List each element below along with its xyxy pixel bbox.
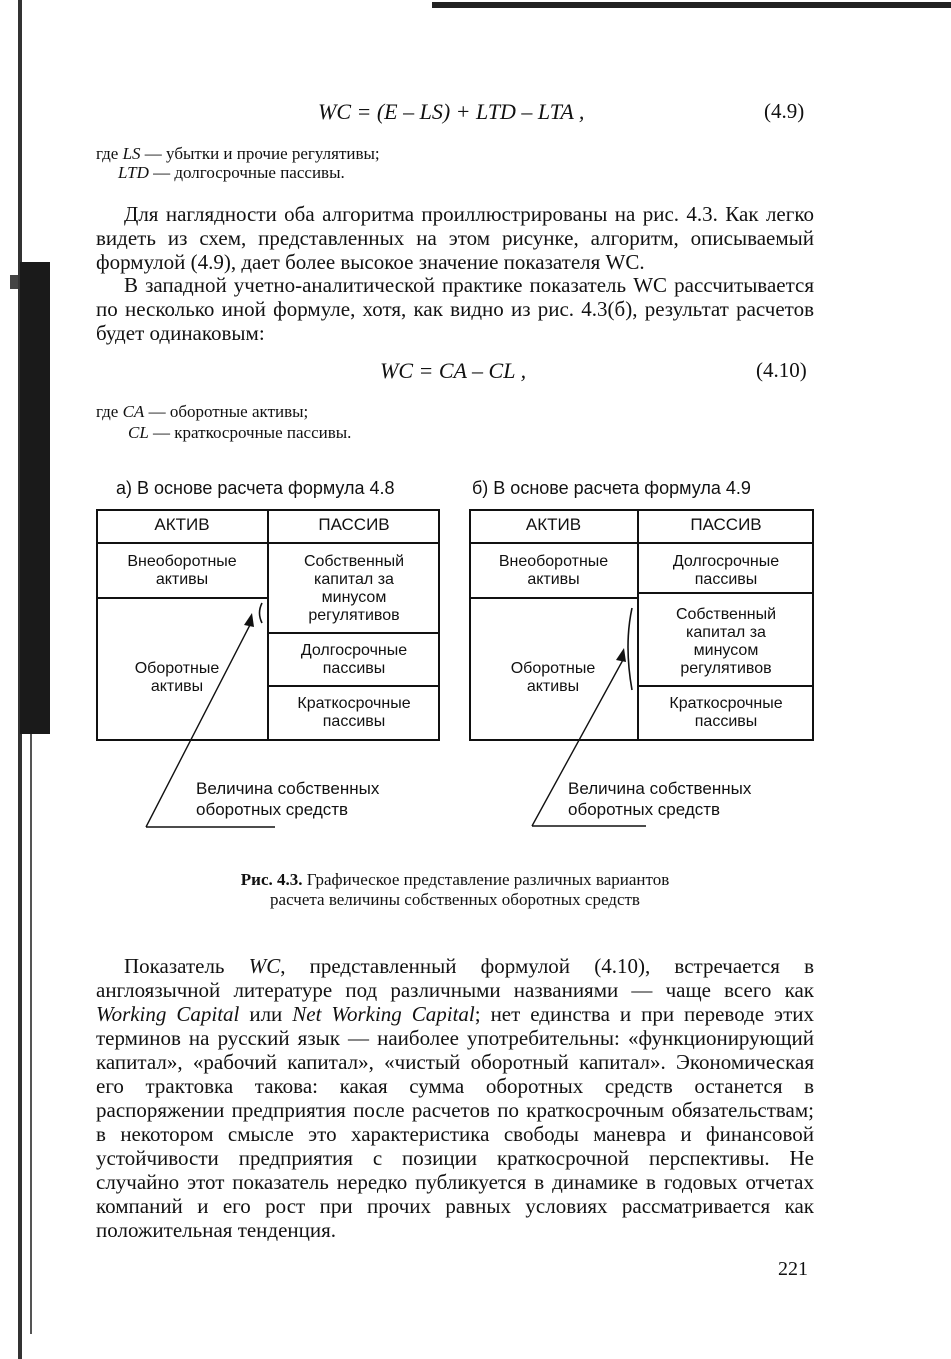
paragraph-1: Для наглядности оба алгоритма проиллюстрированы на рис. 4.3. Как легко видеть из схем, представленных на этом рисунке, алгоритм, описываемый формулой (4.9), дает более высокое значение показателя WC. bbox=[96, 202, 814, 274]
definition-ltd: LTD — долгосрочные пассивы. bbox=[118, 163, 345, 182]
diagram-a-aktiv-header: АКТИВ bbox=[154, 515, 210, 534]
diagram-a-long-term-liabilities: Долгосрочные пассивы bbox=[300, 642, 408, 677]
diagram-b-header-line bbox=[469, 542, 814, 544]
diagram-a-header-line bbox=[96, 542, 440, 544]
diagram-b-right-split-2 bbox=[637, 685, 814, 687]
diagram-a-short-term-liabilities: Краткосрочные пассивы bbox=[297, 695, 411, 730]
diagram-a-noncurrent-assets: Внеоборотные активы bbox=[127, 553, 237, 588]
paragraph-3: Показатель WC, представленный формулой (4.10), встречается в англоязычной литературе под различными названиями — чаще всего как Working Capital или Net Working Capital; нет единства и при переводе этих терминов на русский язык — наиболее употребительны: «функционирующий капитал», «рабочий капитал», «чистый оборотный капитал». Экономическая его трактовка такова: какая сумма оборотных средств останется в распоряжении предприятия после расчетов по краткосрочным обязательствам; в некотором смысле это характеристика свободы маневра и финансовой устойчивости предприятия с позиции краткосрочной перспективы. Не случайно этот показатель нередко публикуется в динамике в годовых отчетах компаний и его рост при прочих равных условиях рассматривается как положительная тенденция. bbox=[96, 954, 814, 1242]
page-number: 221 bbox=[778, 1258, 808, 1280]
diagram-a-note: Величина собственных оборотных средств bbox=[196, 779, 380, 819]
diagram-b-right-split-1 bbox=[637, 592, 814, 594]
diagram-a-right-split-2 bbox=[267, 685, 440, 687]
paragraph-2: В западной учетно-аналитической практике показатель WC рассчитывается по несколько иной формуле, хотя, как видно из рис. 4.3(б), результат расчетов будет одинаковым: bbox=[96, 273, 814, 345]
equation-number-4-10: (4.10) bbox=[756, 358, 807, 382]
diagram-b-note: Величина собственных оборотных средств bbox=[568, 779, 752, 819]
diagram-b-passiv-header: ПАССИВ bbox=[690, 515, 762, 534]
diagram-b-aktiv-header: АКТИВ bbox=[525, 515, 582, 534]
equation-number-4-9: (4.9) bbox=[764, 99, 805, 123]
diagram-a-passiv-header: ПАССИВ bbox=[318, 515, 390, 534]
scan-mark bbox=[10, 275, 18, 289]
diagram-b-equity: Собственный капитал за минусом регулятивов bbox=[675, 606, 777, 677]
scan-edge-top bbox=[432, 2, 951, 8]
diagram-b-left-split bbox=[469, 597, 638, 599]
diagram-a-current-assets: Оборотные активы bbox=[134, 660, 220, 695]
diagram-b-noncurrent-assets: Внеоборотные активы bbox=[498, 553, 609, 588]
diagram-b-current-assets: Оборотные активы bbox=[510, 660, 596, 695]
definition-cl: CL — краткосрочные пассивы. bbox=[128, 423, 352, 442]
diagram-b-title: б) В основе расчета формула 4.9 bbox=[472, 478, 751, 498]
definition-ca: где CA — оборотные активы; bbox=[96, 402, 309, 421]
diagram-a-right-split-1 bbox=[267, 632, 440, 634]
diagram-a-equity: Собственный капитал за минусом регулятивов bbox=[303, 553, 405, 624]
scan-edge-left-lower bbox=[30, 734, 32, 1334]
scan-binding-shadow bbox=[20, 262, 50, 734]
diagram-b-short-term-liabilities: Краткосрочные пассивы bbox=[669, 695, 783, 730]
definition-ls: где LS — убытки и прочие регулятивы; bbox=[96, 144, 380, 163]
figure-caption: Рис. 4.3. Графическое представление различных вариантов расчета величины собственных оборотных средств bbox=[240, 870, 670, 909]
formula-4-10: WC = CA – CL , bbox=[380, 358, 527, 383]
diagram-b-long-term-liabilities: Долгосрочные пассивы bbox=[672, 553, 780, 588]
diagram-a-title: а) В основе расчета формула 4.8 bbox=[116, 478, 395, 498]
formula-4-9: WC = (E – LS) + LTD – LTA , bbox=[318, 99, 585, 124]
